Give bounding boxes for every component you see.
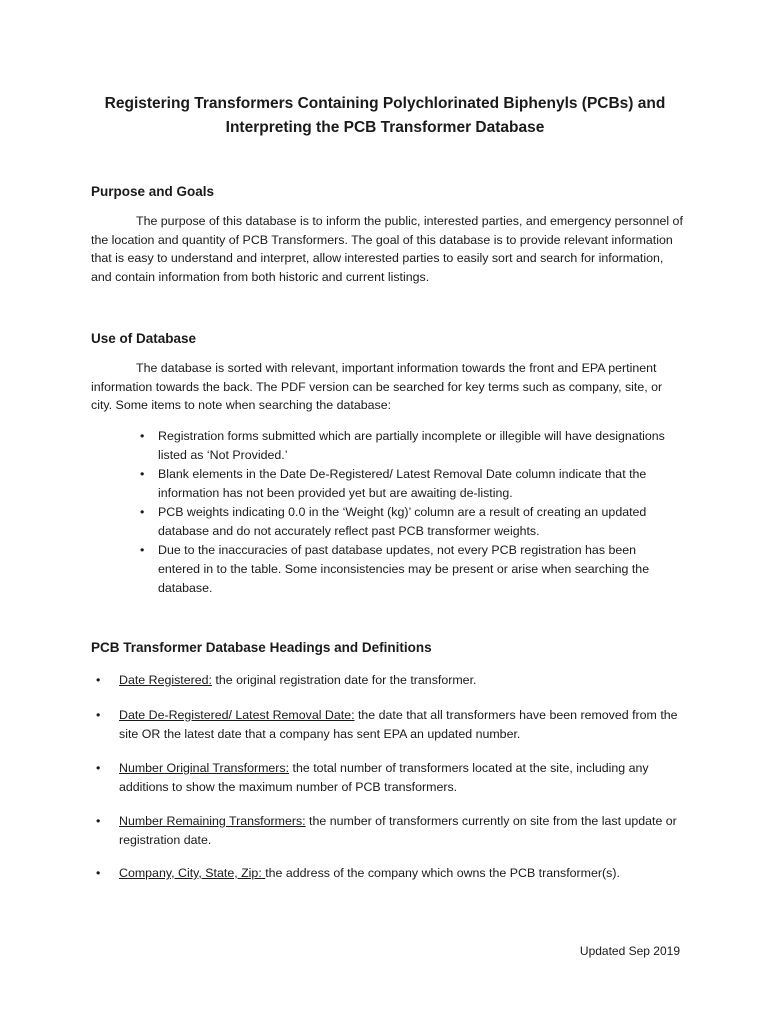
definition-term: Number Original Transformers:	[119, 761, 290, 775]
definition-text: the total number of transformers located at the site, including any additions to show the maximum number of PCB transformers.	[119, 761, 649, 794]
definition-text: the number of transformers currently on site from the last update or registration date.	[119, 814, 677, 847]
list-item-text: Blank elements in the Date De-Registered/ Latest Removal Date column indicate that the information has not been provided yet but are awaiting de-listing.	[158, 467, 647, 500]
document-title	[60, 92, 710, 140]
list-item	[136, 503, 676, 541]
list-item	[136, 427, 676, 465]
definition-item-number-remaining	[94, 812, 684, 849]
list-item-text: Registration forms submitted which are partially incomplete or illegible will have designations listed as ‘Not Provided.’	[158, 429, 665, 462]
use-paragraph: The database is sorted with relevant, important information towards the front and EPA pertinent information towards the back. The PDF version can be searched for key terms such as company, site, or city. Some items to note when searching the database:	[91, 361, 663, 413]
definition-text: the address of the company which owns the PCB transformer(s).	[265, 866, 620, 880]
list-item	[136, 541, 676, 598]
bullet-icon: •	[96, 673, 101, 687]
definition-item-number-original	[94, 759, 684, 796]
document-title-line-2: Interpreting the PCB Transformer Database	[225, 119, 545, 136]
document-title-line-1: Registering Transformers Containing Polychlorinated Biphenyls (PCBs) and	[104, 95, 666, 112]
bullet-icon: •	[140, 543, 145, 557]
bullet-icon: •	[96, 708, 101, 722]
definition-term: Date Registered:	[119, 673, 212, 687]
purpose-heading: Purpose and Goals	[91, 184, 215, 199]
use-heading: Use of Database	[91, 331, 197, 346]
definition-text: the original registration date for the transformer.	[211, 673, 477, 687]
definition-item-date-deregistered	[94, 706, 684, 743]
list-item	[136, 465, 676, 503]
purpose-paragraph: The purpose of this database is to inform the public, interested parties, and emergency personnel of the location and quantity of PCB Transformers. The goal of this database is to provide relevant information that is easy to understand and interpret, allow interested parties to easily sort and search for information, and contain information from both historic and current listings.	[91, 214, 683, 284]
definition-item-date-registered	[94, 671, 684, 690]
bullet-icon: •	[96, 814, 101, 828]
definition-term: Company, City, State, Zip:	[119, 866, 266, 880]
definition-text: the date that all transformers have been removed from the site OR the latest date that a company has sent EPA an updated number.	[119, 708, 678, 741]
list-item-text: PCB weights indicating 0.0 in the ‘Weight (kg)’ column are a result of creating an updated database and do not accurately reflect past PCB transformer weights.	[158, 505, 647, 538]
definitions-heading: PCB Transformer Database Headings and Definitions	[91, 640, 432, 655]
bullet-icon: •	[140, 467, 145, 481]
list-item-text: Due to the inaccuracies of past database updates, not every PCB registration has been entered in to the table. Some inconsistencies may be present or arise when searching the database.	[158, 543, 650, 595]
bullet-icon: •	[140, 505, 145, 519]
use-notes-list	[136, 427, 676, 598]
bullet-icon: •	[96, 866, 101, 880]
definition-term: Date De-Registered/ Latest Removal Date:	[119, 708, 355, 722]
bullet-icon: •	[96, 761, 101, 775]
definition-term: Number Remaining Transformers:	[119, 814, 306, 828]
updated-date-footer: Updated Sep 2019	[579, 944, 680, 958]
definition-item-company-address	[94, 864, 684, 883]
bullet-icon: •	[140, 429, 145, 443]
